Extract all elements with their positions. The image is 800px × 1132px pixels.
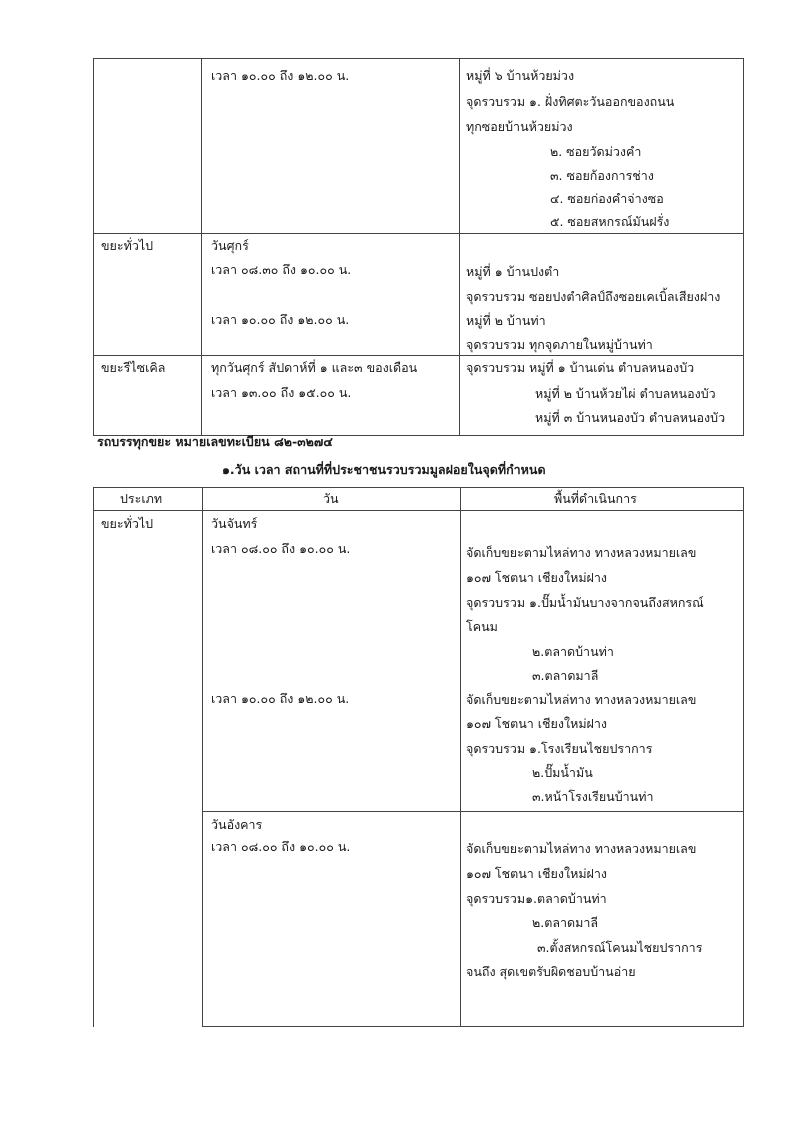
t1-row1-area-line-6: ๔. ซอยก่องคำจ่างซอ — [550, 191, 664, 206]
t2-tuesday-day: วันอังคาร — [211, 817, 263, 832]
t2-header-area: พื้นที่ดำเนินการ — [554, 491, 637, 506]
t2-monday-area-a-1: จัดเก็บขยะตามไหล่ทาง ทางหลวงหมายเลข — [466, 545, 697, 560]
t1-col-divider-2 — [459, 58, 460, 436]
t1-row2-area-line-1: หมู่ที่ ๑ บ้านปงตำ — [466, 264, 560, 279]
t1-row2-area-line-2: จุดรวบรวม ซอยปงตำศิลป์ถึงซอยเคเบิ้ลเสียงฝาง — [466, 289, 721, 304]
t2-tuesday-area-2: ๑๐๗ โชตนา เชียงใหม่ฝาง — [466, 866, 608, 881]
t1-row2-time-a: เวลา ๐๘.๓๐ ถึง ๑๐.๐๐ น. — [211, 262, 352, 277]
t2-tuesday-area-1: จัดเก็บขยะตามไหล่ทาง ทางหลวงหมายเลข — [466, 841, 697, 856]
t2-col-divider-2 — [460, 487, 461, 1027]
t2-border-bottom — [202, 1026, 743, 1027]
truck-registration-line: รถบรรทุกขยะ หมายเลขทะเบียน ๘๒-๓๒๗๔ — [97, 434, 333, 449]
t2-monday-area-a-5: ๒.ตลาดบ้านท่า — [532, 644, 614, 659]
t1-row-divider-2 — [93, 355, 743, 356]
t2-tuesday-area-4: ๒.ตลาดมาลี — [532, 915, 599, 930]
t1-row3-area-line-3: หมู่ที่ ๓ บ้านหนองบัว ตำบลหนองบัว — [535, 410, 726, 425]
t2-monday-day: วันจันทร์ — [211, 516, 258, 531]
t2-monday-area-a-4: โคนม — [466, 619, 498, 634]
t1-row1-time: เวลา ๑๐.๐๐ ถึง ๑๒.๐๐ น. — [211, 68, 350, 83]
t2-border-left — [93, 487, 94, 1027]
t2-header-day: วัน — [323, 491, 339, 506]
t2-border-top — [93, 487, 743, 488]
t2-day-divider — [202, 811, 743, 812]
t1-row2-time-b: เวลา ๑๐.๐๐ ถึง ๑๒.๐๐ น. — [211, 312, 350, 327]
t2-tuesday-area-3: จุดรวบรวม๑.ตลาดบ้านท่า — [466, 891, 607, 906]
t1-row2-type: ขยะทั่วไป — [101, 238, 154, 253]
t1-row-divider-1 — [93, 233, 743, 234]
t2-tuesday-area-6: จนถึง สุดเขตรับผิดชอบบ้านอ่าย — [466, 964, 636, 979]
t2-tuesday-area-5: ๓.ตั้งสหกรณ์โคนมไชยปราการ — [537, 940, 703, 955]
t1-row3-area-line-2: หมู่ที่ ๒ บ้านห้วยไผ่ ตำบลหนองบัว — [535, 386, 716, 401]
t1-row3-day: ทุกวันศุกร์ สัปดาห์ที่ ๑ และ๓ ของเดือน — [211, 360, 418, 375]
t1-border-top — [93, 58, 743, 59]
t2-header-type: ประเภท — [120, 491, 163, 506]
t2-monday-time-a: เวลา ๐๘.๐๐ ถึง ๑๐.๐๐ น. — [211, 541, 351, 556]
t2-monday-area-b-3: จุดรวบรวม ๑.โรงเรียนไชยปราการ — [466, 741, 653, 756]
t1-row3-area-line-1: จุดรวบรวม หมู่ที่ ๑ บ้านเด่น ตำบลหนองบัว — [466, 360, 695, 375]
t1-border-left — [93, 58, 94, 436]
section-title: ๑.วัน เวลา สถานที่ที่ประชาชนรวบรวมมูลฝอยในจุดที่กำหนด — [222, 462, 546, 477]
t2-type-general: ขยะทั่วไป — [101, 516, 154, 531]
t2-monday-time-b: เวลา ๑๐.๐๐ ถึง ๑๒.๐๐ น. — [211, 691, 350, 706]
t2-monday-area-b-4: ๒.ปั๊มน้ำมัน — [532, 765, 593, 780]
t1-row1-area-line-5: ๓. ซอยก้องการช่าง — [550, 168, 654, 183]
t2-monday-area-a-6: ๓.ตลาดมาลี — [532, 668, 599, 683]
t2-col-divider-1 — [202, 487, 203, 1027]
t2-monday-area-a-2: ๑๐๗ โชตนา เชียงใหม่ฝาง — [466, 570, 608, 585]
t1-row2-area-line-4: จุดรวบรวม ทุกจุดภายในหมู่บ้านท่า — [466, 337, 653, 352]
t1-row1-area-line-4: ๒. ซอยวัดม่วงคำ — [550, 144, 642, 159]
t2-monday-area-b-2: ๑๐๗ โชตนา เชียงใหม่ฝาง — [466, 716, 608, 731]
t1-row1-area-line-1: หมู่ที่ ๖ บ้านห้วยม่วง — [466, 68, 575, 83]
t1-border-right — [743, 58, 744, 436]
t2-tuesday-time: เวลา ๐๘.๐๐ ถึง ๑๐.๐๐ น. — [211, 839, 351, 854]
t1-row1-area-line-3: ทุกซอยบ้านห้วยม่วง — [466, 119, 573, 134]
t1-row1-area-line-7: ๕. ซอยสหกรณ์มันฝรั่ง — [550, 214, 670, 229]
t2-monday-area-b-1: จัดเก็บขยะตามไหล่ทาง ทางหลวงหมายเลข — [466, 692, 697, 707]
t1-col-divider-1 — [201, 58, 202, 436]
t1-row2-area-line-3: หมู่ที่ ๒ บ้านท่า — [466, 313, 546, 328]
t2-header-divider — [93, 510, 743, 511]
t1-row3-time: เวลา ๑๓.๐๐ ถึง ๑๕.๐๐ น. — [211, 385, 352, 400]
t1-row2-day: วันศุกร์ — [211, 238, 249, 253]
t2-monday-area-b-5: ๓.หน้าโรงเรียนบ้านท่า — [532, 789, 654, 804]
t1-row1-area-line-2: จุดรวบรวม ๑. ฝั่งทิศตะวันออกของถนน — [466, 94, 675, 109]
t1-row3-type: ขยะรีไซเคิล — [101, 360, 166, 375]
t2-monday-area-a-3: จุดรวบรวม ๑.ปั๊มน้ำมันบางจากจนถึงสหกรณ์ — [466, 595, 704, 610]
t2-border-right — [743, 487, 744, 1027]
